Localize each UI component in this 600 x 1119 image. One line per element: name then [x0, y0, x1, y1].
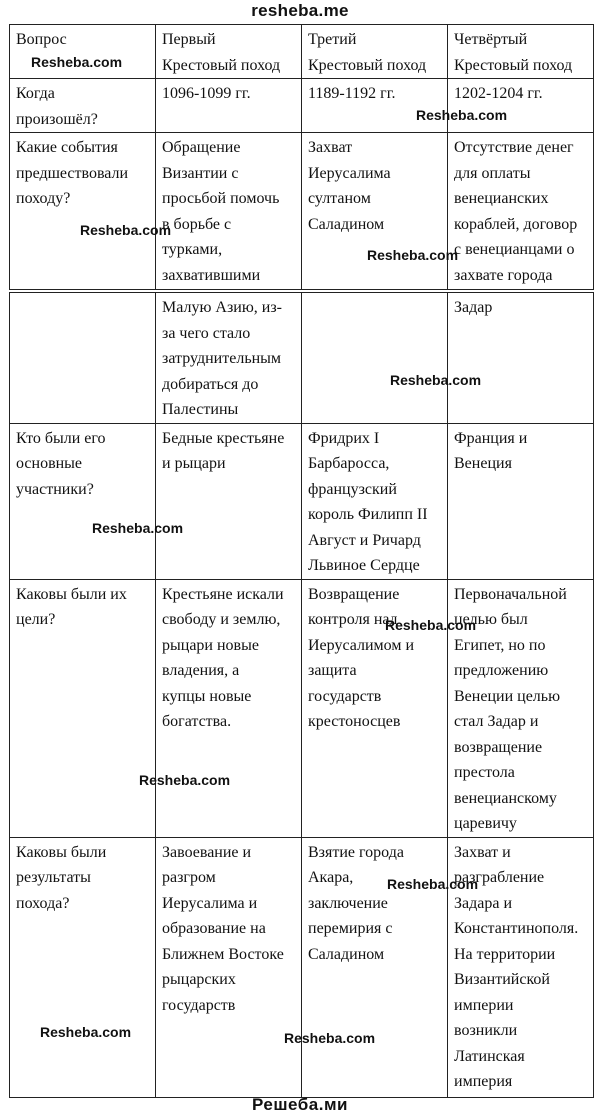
- table-cell: Захват Иерусалима султаном Саладином: [302, 133, 448, 290]
- table-cell: Задар: [448, 293, 594, 424]
- watermark: Resheba.com: [31, 54, 123, 70]
- header-cell-fourth-crusade: Четвёртый Крестовый поход: [448, 25, 594, 79]
- watermark: Resheba.com: [139, 772, 231, 788]
- table-row: [10, 79, 594, 133]
- table-header-row: [10, 25, 594, 79]
- header-cell-first-crusade: Первый Крестовый поход: [156, 25, 302, 79]
- table-cell: 1096-1099 гг.: [156, 79, 302, 133]
- table-cell: Франция и Венеция: [448, 423, 594, 579]
- watermark: Resheba.com: [390, 372, 482, 388]
- watermark: Resheba.com: [92, 520, 184, 536]
- table-cell: [302, 293, 448, 424]
- table-cell: Кто были его основные участники?: [10, 423, 156, 579]
- site-footer: Решеба.ми: [252, 1095, 348, 1114]
- table-cell: Какие события предшествовали походу?: [10, 133, 156, 290]
- table-cell: [10, 293, 156, 424]
- watermark: Resheba.com: [367, 247, 459, 263]
- crusades-table-bottom: [9, 292, 594, 1098]
- watermark: Resheba.com: [416, 107, 508, 123]
- watermark: Resheba.com: [284, 1030, 376, 1046]
- table-cell: Завоевание и разгром Иерусалима и образование на Ближнем Востоке рыцарских государств: [156, 837, 302, 1097]
- table-cell: Крестьяне искали свободу и землю, рыцари новые владения, а купцы новые богатства.: [156, 579, 302, 837]
- table-cell: Каковы были результаты похода?: [10, 837, 156, 1097]
- table-cell: Малую Азию, из- за чего стало затруднительным добираться до Палестины: [156, 293, 302, 424]
- header-cell-third-crusade: Третий Крестовый поход: [302, 25, 448, 79]
- table-cell: 1202-1204 гг.: [448, 79, 594, 133]
- table-cell: Захват и разграбление Задара и Константинополя. На территории Византийской империи возникли Латинская империя: [448, 837, 594, 1097]
- table-cell: Возвращение контроля над Иерусалимом и защита государств крестоносцев: [302, 579, 448, 837]
- table-cell: Бедные крестьяне и рыцари: [156, 423, 302, 579]
- table-cell: Когда произошёл?: [10, 79, 156, 133]
- table-cell: Взятие города Акара, заключение перемирия с Саладином: [302, 837, 448, 1097]
- table-row: [10, 133, 594, 290]
- watermark: Resheba.com: [385, 617, 477, 633]
- watermark: Resheba.com: [80, 222, 172, 238]
- header-cell-question: Вопрос: [10, 25, 156, 79]
- table-cell: Обращение Византии с просьбой помочь в борьбе с турками, захватившими: [156, 133, 302, 290]
- watermark: Resheba.com: [40, 1024, 132, 1040]
- table-row: [10, 579, 594, 837]
- table-cell: 1189-1192 гг.: [302, 79, 448, 133]
- table-row: [10, 293, 594, 424]
- table-cell: Отсутствие денег для оплаты венецианских кораблей, договор с венецианцами о захвате города: [448, 133, 594, 290]
- watermark: Resheba.com: [387, 876, 479, 892]
- table-cell: Каковы были их цели?: [10, 579, 156, 837]
- table-cell: Фридрих I Барбаросса, французский король Филипп II Август и Ричард Львиное Сердце: [302, 423, 448, 579]
- table-cell: Первоначальной целью был Египет, но по предложению Венеции целью стал Задар и возвращение престола венецианскому царевичу: [448, 579, 594, 837]
- table-row: [10, 837, 594, 1097]
- table-row: [10, 423, 594, 579]
- site-header: resheba.me: [251, 1, 349, 20]
